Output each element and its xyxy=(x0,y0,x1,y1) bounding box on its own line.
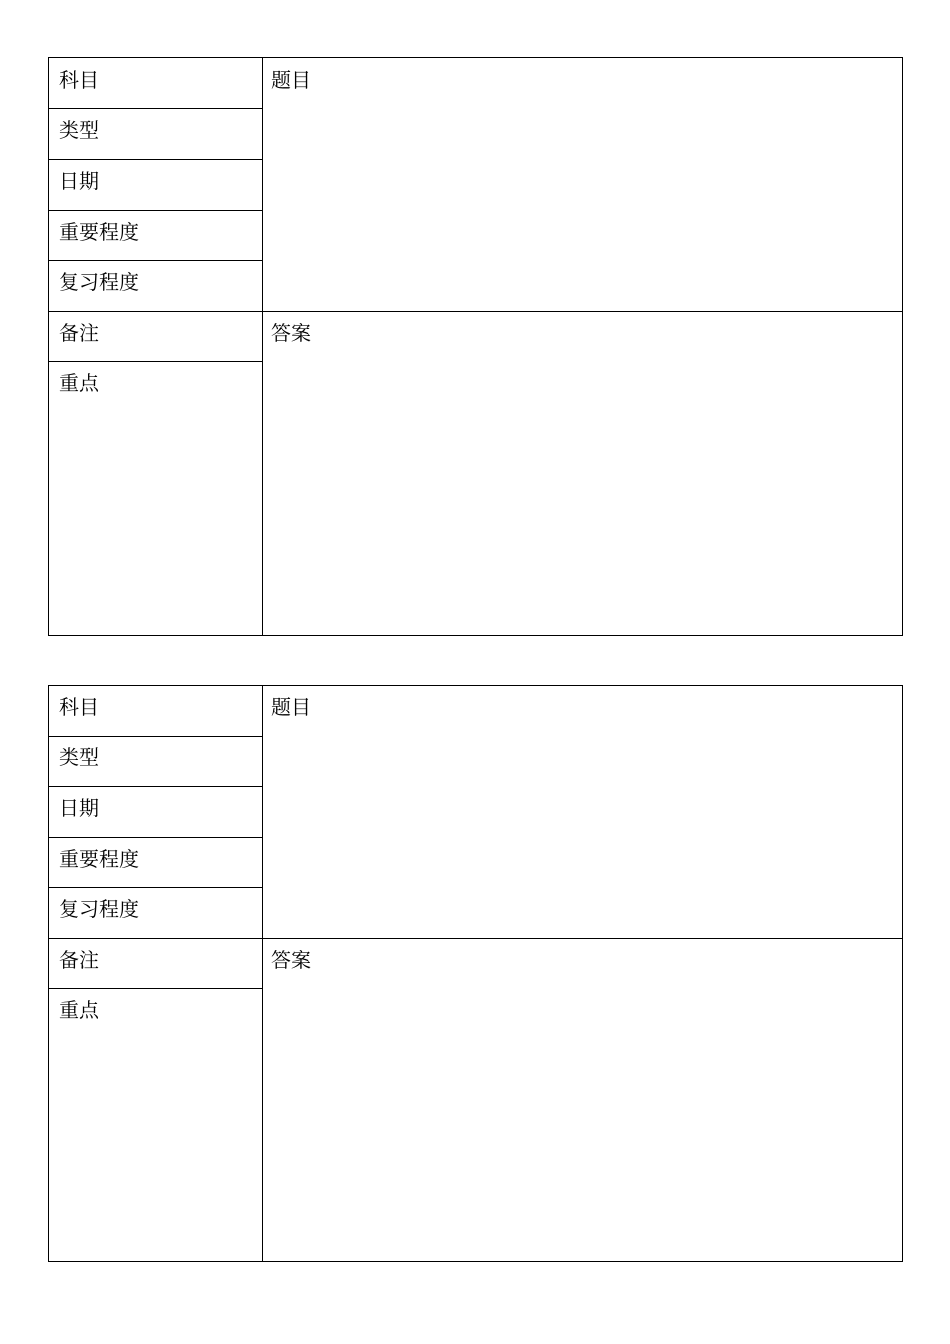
date-label: 日期 xyxy=(59,796,99,820)
review-level-label: 复习程度 xyxy=(59,270,139,294)
type-label: 类型 xyxy=(59,745,99,769)
subject-label: 科目 xyxy=(59,695,99,719)
answer-label: 答案 xyxy=(271,321,311,345)
date-label: 日期 xyxy=(59,169,99,193)
row-divider xyxy=(49,736,262,737)
importance-label: 重要程度 xyxy=(59,847,139,871)
review-card-2 xyxy=(48,685,903,1262)
notes-label: 备注 xyxy=(59,321,99,345)
column-divider xyxy=(262,58,263,635)
type-label: 类型 xyxy=(59,118,99,142)
row-divider xyxy=(49,837,262,838)
review-card-1 xyxy=(48,57,903,636)
importance-label: 重要程度 xyxy=(59,220,139,244)
notes-label: 备注 xyxy=(59,948,99,972)
row-divider xyxy=(49,159,262,160)
row-divider xyxy=(49,988,262,989)
row-divider xyxy=(49,786,262,787)
key-points-label: 重点 xyxy=(59,371,99,395)
question-label: 题目 xyxy=(271,68,311,92)
row-divider xyxy=(49,210,262,211)
review-level-label: 复习程度 xyxy=(59,897,139,921)
row-divider xyxy=(49,108,262,109)
row-divider xyxy=(49,361,262,362)
section-divider xyxy=(49,311,902,312)
column-divider xyxy=(262,686,263,1261)
subject-label: 科目 xyxy=(59,68,99,92)
row-divider xyxy=(49,887,262,888)
question-label: 题目 xyxy=(271,695,311,719)
row-divider xyxy=(49,260,262,261)
answer-label: 答案 xyxy=(271,948,311,972)
key-points-label: 重点 xyxy=(59,998,99,1022)
section-divider xyxy=(49,938,902,939)
